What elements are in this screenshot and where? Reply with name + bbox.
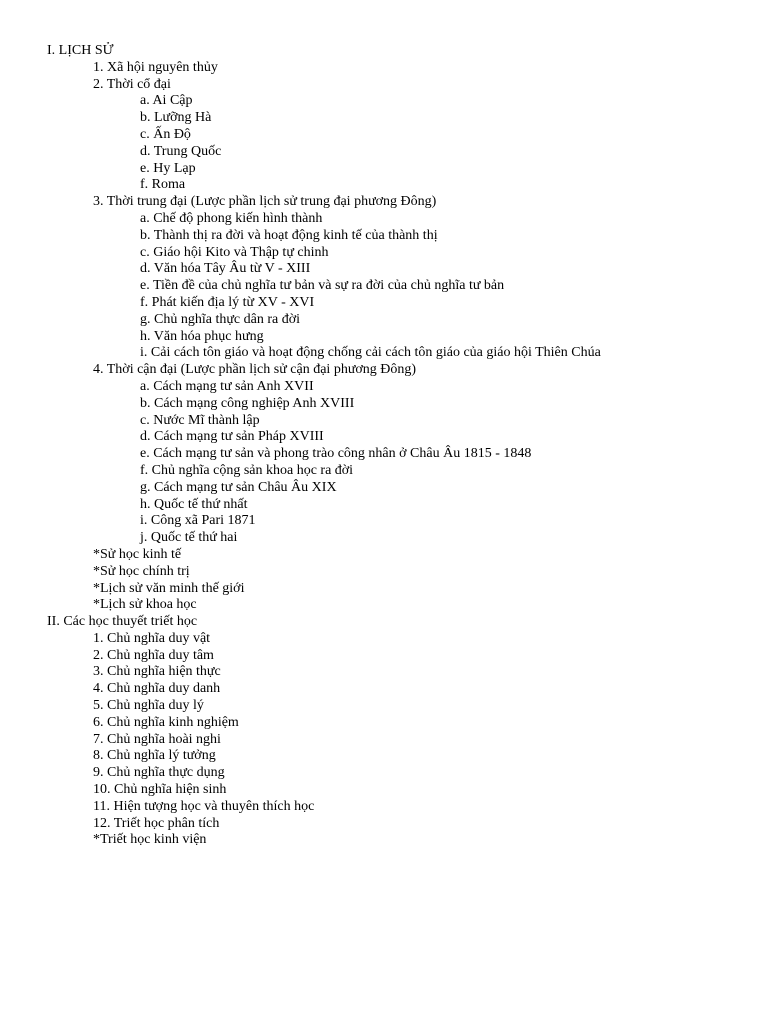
- outline-subitem: g. Cách mạng tư sản Châu Âu XIX: [140, 479, 337, 495]
- section-heading: I. LỊCH SỬ: [47, 43, 114, 58]
- outline-item: 4. Thời cận đại (Lược phần lịch sử cận đại phương Đông): [93, 362, 417, 378]
- outline-item: 4. Chủ nghĩa duy danh: [93, 681, 221, 697]
- outline-subitem: c. Nước Mĩ thành lập: [140, 412, 260, 428]
- outline-item: 8. Chủ nghĩa lý tưởng: [93, 748, 216, 764]
- document-page: [47, 43, 747, 849]
- outline-subitem: d. Văn hóa Tây Âu từ V - XIII: [140, 261, 311, 277]
- outline-item: 10. Chủ nghĩa hiện sinh: [93, 782, 227, 798]
- outline-subitem: e. Tiền đề của chủ nghĩa tư bản và sự ra đời của chủ nghĩa tư bản: [140, 278, 505, 294]
- outline-item: *Triết học kinh viện: [93, 832, 207, 848]
- outline-subitem: h. Quốc tế thứ nhất: [140, 496, 248, 512]
- outline-subitem: i. Cải cách tôn giáo và hoạt động chống cải cách tôn giáo của giáo hội Thiên Chúa: [140, 345, 601, 361]
- outline-subitem: c. Ấn Độ: [140, 126, 191, 142]
- outline-subitem: d. Cách mạng tư sản Pháp XVIII: [140, 429, 324, 445]
- outline-item: 6. Chủ nghĩa kinh nghiệm: [93, 714, 239, 730]
- outline-subitem: f. Chủ nghĩa cộng sản khoa học ra đời: [140, 462, 354, 478]
- outline-item: 9. Chủ nghĩa thực dụng: [93, 765, 225, 781]
- outline-subitem: c. Giáo hội Kito và Thập tự chinh: [140, 244, 329, 260]
- outline-subitem: h. Văn hóa phục hưng: [140, 328, 264, 344]
- outline-item: 1. Chủ nghĩa duy vật: [93, 630, 211, 646]
- outline-item: *Sử học kinh tế: [93, 546, 182, 562]
- outline-subitem: i. Công xã Pari 1871: [140, 513, 256, 529]
- outline-item: 11. Hiện tượng học và thuyên thích học: [93, 798, 315, 814]
- outline-subitem: b. Lưỡng Hà: [140, 110, 212, 126]
- outline-subitem: d. Trung Quốc: [140, 143, 222, 159]
- outline-item: 1. Xã hội nguyên thủy: [93, 59, 218, 75]
- outline-subitem: b. Thành thị ra đời và hoạt động kinh tế của thành thị: [140, 227, 438, 243]
- outline-subitem: e. Cách mạng tư sản và phong trào công nhân ở Châu Âu 1815 - 1848: [140, 446, 532, 462]
- outline-item: 2. Thời cổ đại: [93, 76, 171, 92]
- outline-subitem: f. Phát kiến địa lý từ XV - XVI: [140, 294, 315, 310]
- outline-item: 7. Chủ nghĩa hoài nghi: [93, 731, 221, 747]
- outline-item: 3. Chủ nghĩa hiện thực: [93, 664, 221, 680]
- section-heading: II. Các học thuyết triết học: [47, 614, 198, 630]
- outline-item: *Sử học chính trị: [93, 563, 190, 579]
- outline-subitem: g. Chủ nghĩa thực dân ra đời: [140, 311, 301, 327]
- outline-subitem: a. Ai Cập: [140, 93, 193, 109]
- outline-item: 3. Thời trung đại (Lược phần lịch sử trung đại phương Đông): [93, 194, 437, 210]
- outline-subitem: f. Roma: [140, 177, 186, 193]
- outline-subitem: b. Cách mạng công nghiệp Anh XVIII: [140, 395, 355, 411]
- outline-item: 2. Chủ nghĩa duy tâm: [93, 647, 214, 663]
- outline-item: *Lịch sử khoa học: [93, 597, 197, 613]
- outline-subitem: a. Cách mạng tư sản Anh XVII: [140, 378, 314, 394]
- outline-item: *Lịch sử văn minh thế giới: [93, 580, 245, 596]
- outline-item: 12. Triết học phân tích: [93, 815, 220, 831]
- outline-subitem: a. Chế độ phong kiến hình thành: [140, 210, 323, 226]
- outline-subitem: e. Hy Lạp: [140, 160, 196, 176]
- outline-item: 5. Chủ nghĩa duy lý: [93, 698, 204, 714]
- outline-subitem: j. Quốc tế thứ hai: [140, 530, 238, 546]
